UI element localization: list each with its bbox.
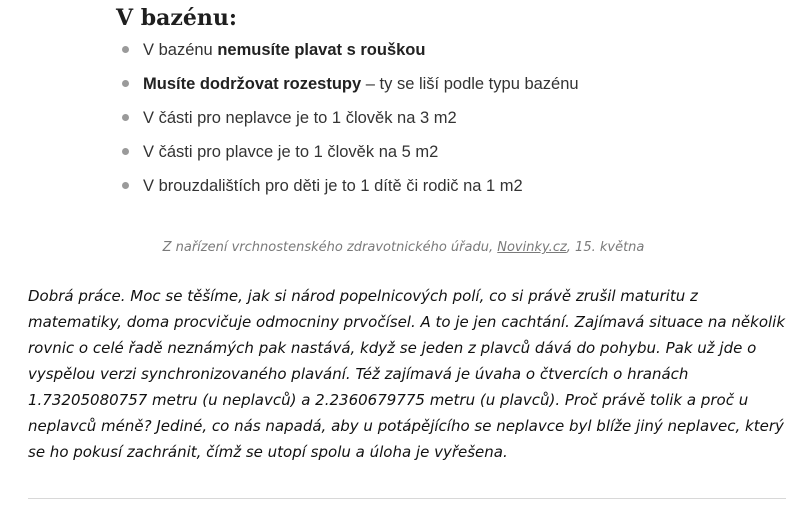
source-suffix: , 15. května (566, 240, 645, 255)
rules-list (116, 36, 579, 206)
list-item (116, 70, 579, 104)
divider (28, 498, 786, 499)
list-item (116, 172, 579, 206)
rule-text: V bazénu (143, 41, 218, 59)
list-item (116, 104, 579, 138)
bullet-icon (122, 114, 129, 121)
list-item (116, 36, 579, 70)
bullet-icon (122, 46, 129, 53)
rule-text: V části pro neplavce je to 1 člověk na 3 m2 (143, 109, 457, 127)
bullet-icon (122, 80, 129, 87)
source-prefix: Z nařízení vrchnostenského zdravotnického úřadu, (162, 240, 498, 255)
rule-text: V brouzdalištích pro děti je to 1 dítě či rodič na 1 m2 (143, 177, 523, 195)
commentary-paragraph: Dobrá práce. Moc se těšíme, jak si národ popelnicových polí, co si právě zrušil maturitu z matematiky, doma procvičuje odmocniny prvočísel. A to je jen cachtání. Zajímavá situace na několik rovnic o celé řadě neznámých pak nastává, když se jeden z plavců dává do pohybu. Pak už jde o vyspělou verzi synchronizovaného plavání. Též zajímavá je úvaha o čtvercích o hranách 1.73205080757 metru (u neplavců) a 2.2360679775 metru (u plavců). Proč právě tolik a proč u neplavců méně? Jediné, co nás napadá, aby u potápějícího se neplavce byl blíže jiný neplavec, který se ho pokusí zachránit, čímž se utopí spolu a úloha je vyřešena. (28, 287, 786, 461)
section-heading: V bazénu: (116, 5, 237, 31)
bullet-icon (122, 182, 129, 189)
rule-emphasis: Musíte dodržovat rozestupy (143, 75, 362, 93)
source-caption (0, 238, 807, 258)
rule-text: V části pro plavce je to 1 člověk na 5 m2 (143, 143, 439, 161)
list-item (116, 138, 579, 172)
rule-text: – ty se liší podle typu bazénu (361, 75, 579, 93)
source-link[interactable]: Novinky.cz (497, 240, 567, 255)
rule-emphasis: nemusíte plavat s rouškou (217, 41, 426, 59)
bullet-icon (122, 148, 129, 155)
